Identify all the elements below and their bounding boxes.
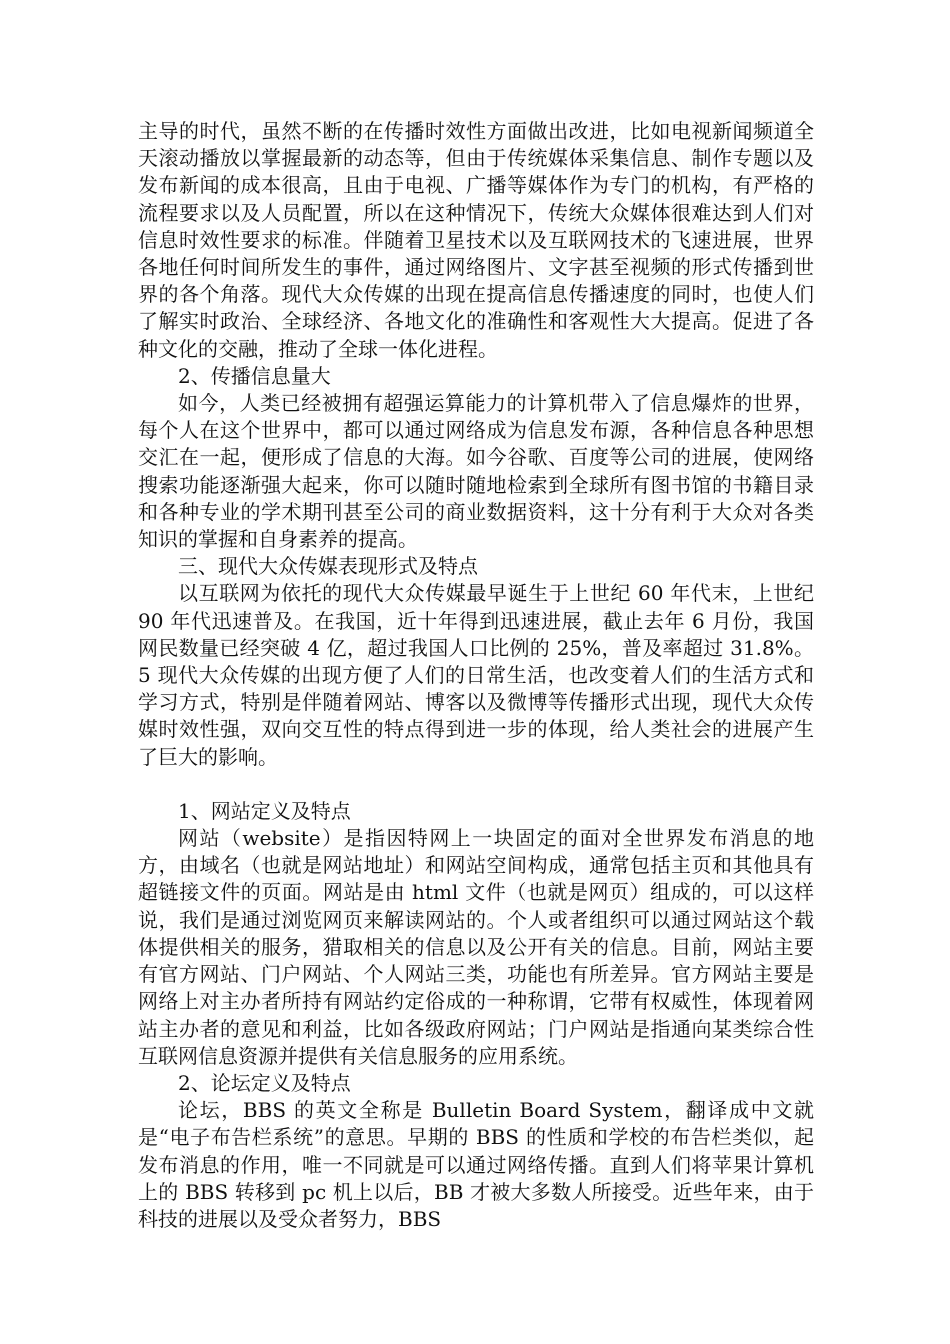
blank-line [138, 771, 814, 798]
paragraph-forum: 论坛，BBS 的英文全称是 Bulletin Board System，翻译成中文就是“电子布告栏系统”的意思。早期的 BBS 的性质和学校的布告栏类似，起发布消息的作用，唯一不同就是可以通过网络传播。直到人们将苹果计算机上的 BBS 转移到 pc 机上以后，BB 才被大多数人所接受。近些年来，由于科技的进展以及受众者努力，BBS [138, 1098, 814, 1231]
subheading-forum: 2、论坛定义及特点 [178, 1070, 351, 1095]
paragraph-info-volume: 如今，人类已经被拥有超强运算能力的计算机带入了信息爆炸的世界，每个人在这个世界中，都可以通过网络成为信息发布源，各种信息各种思想交汇在一起，便形成了信息的大海。如今谷歌、百度等公司的进展，使网络搜索功能逐渐强大起来，你可以随时随地检索到全球所有图书馆的书籍目录和各种专业的学术期刊甚至公司的商业数据资料，这十分有利于大众对各类知识的掌握和自身素养的提高。 [138, 391, 814, 552]
paragraph-continued: 主导的时代，虽然不断的在传播时效性方面做出改进，比如电视新闻频道全天滚动播放以掌握最新的动态等，但由于传统媒体采集信息、制作专题以及发布新闻的成本很高，且由于电视、广播等媒体作为专门的机构，有严格的流程要求以及人员配置，所以在这种情况下，传统大众媒体很难达到人们对信息时效性要求的标准。伴随着卫星技术以及互联网技术的飞速进展，世界各地任何时间所发生的事件，通过网络图片、文字甚至视频的形式传播到世界的各个角落。现代大众传媒的出现在提高信息传播速度的同时，也使人们了解实时政治、全球经济、各地文化的准确性和客观性大大提高。促进了各种文化的交融，推动了全球一体化进程。 [138, 119, 814, 361]
document-body [138, 118, 814, 1233]
paragraph-internet-media: 以互联网为依托的现代大众传媒最早诞生于上世纪 60 年代末，上世纪 90 年代迅速普及。在我国，近十年得到迅速进展，截止去年 6 月份，我国网民数量已经突破 4 亿，超过我国人口比例的 25%，普及率超过 31.8%。5 现代大众传媒的出现方便了人们的日常生活，也改变着人们的生活方式和学习方式，特别是伴随着网站、博客以及微博等传播形式出现，现代大众传媒时效性强，双向交互性的特点得到进一步的体现，给人类社会的进展产生了巨大的影响。 [138, 581, 814, 769]
section-heading-forms-features: 三、现代大众传媒表现形式及特点 [178, 554, 478, 579]
subheading-info-volume: 2、传播信息量大 [178, 363, 331, 388]
paragraph-website: 网站（website）是指因特网上一块固定的面对全世界发布消息的地方，由域名（也就是网站地址）和网站空间构成，通常包括主页和其他具有超链接文件的页面。网站是由 html 文件（也就是网页）组成的，可以这样说，我们是通过浏览网页来解读网站的。个人或者组织可以通过网站这个载体提供相关的服务，猎取相关的信息以及公开有关的信息。目前，网站主要有官方网站、门户网站、个人网站三类，功能也有所差异。官方网站主要是网络上对主办者所持有网站约定俗成的一种称谓，它带有权威性，体现着网站主办者的意见和利益，比如各级政府网站；门户网站是指通向某类综合性互联网信息资源并提供有关信息服务的应用系统。 [138, 826, 814, 1068]
subheading-website: 1、网站定义及特点 [178, 798, 351, 823]
